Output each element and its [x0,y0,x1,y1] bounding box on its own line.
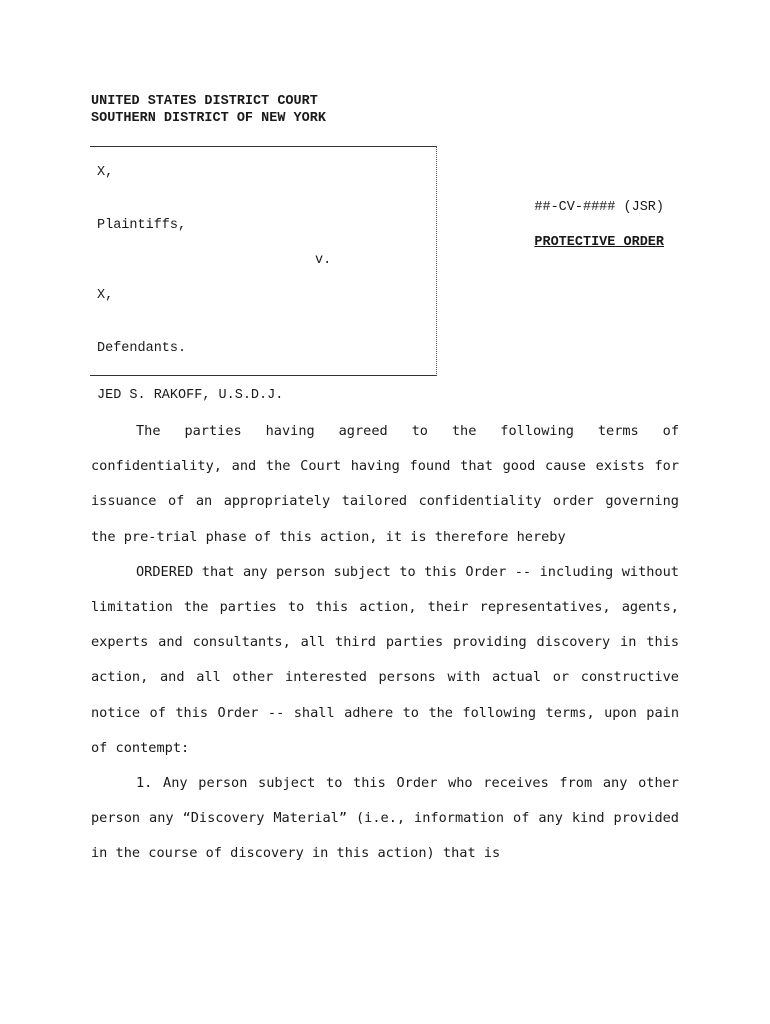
paragraph-ordered: ORDERED that any person subject to this Order -- including without limitation the parties to this action, their representatives, agents, experts and consultants, all third parties providing discovery in this action, and all other interested persons with actual or constructive notice of this Order -- shall adhere to the following terms, upon pain of contempt: [91,563,679,756]
paragraph-1: 1. Any person subject to this Order who receives from any other person any “Discovery Material” (i.e., information of any kind provided in the course of discovery in this action) that is [91,775,679,862]
case-caption-box [90,146,437,376]
plaintiff-name: X, [97,165,114,180]
court-heading [91,93,326,127]
paragraph-recital: The parties having agreed to the following terms of confidentiality, and the Court having found that good cause exists for issuance of an appropriately tailored confidentiality order governing the pre-trial phase of this action, it is therefore hereby [91,423,679,545]
court-district: SOUTHERN DISTRICT OF NEW YORK [91,111,326,126]
order-title: PROTECTIVE ORDER [534,235,664,250]
case-number: ##-CV-#### (JSR) [534,200,664,215]
court-name: UNITED STATES DISTRICT COURT [91,94,318,109]
judge-signature: JED S. RAKOFF, U.S.D.J. [97,388,284,403]
versus-label: v. [315,253,332,268]
plaintiff-role: Plaintiffs, [97,218,187,233]
order-body [91,414,679,872]
defendant-name: X, [97,288,114,303]
defendant-role: Defendants. [97,341,187,356]
